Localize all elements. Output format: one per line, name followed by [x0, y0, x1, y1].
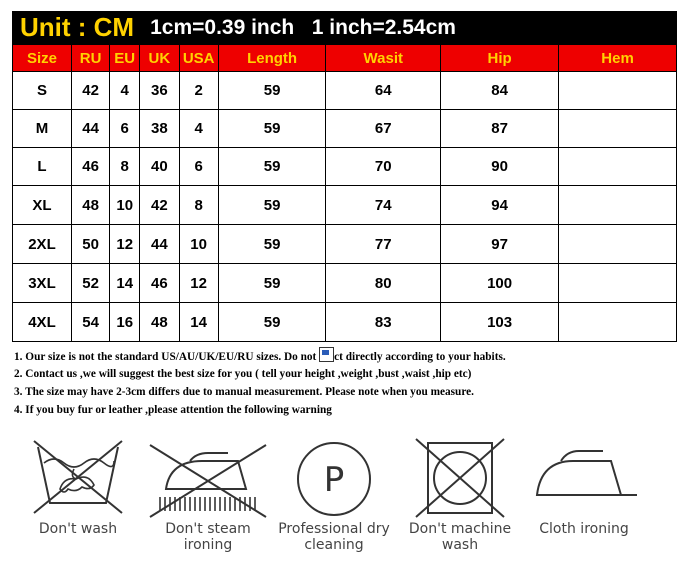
table-row [13, 110, 677, 148]
table-cell: 48 [140, 303, 179, 342]
size-chart-table [12, 44, 677, 342]
table-cell: 10 [179, 225, 218, 264]
care-item [404, 433, 516, 553]
table-cell: 90 [441, 148, 559, 186]
table-cell: 59 [218, 110, 326, 148]
table-cell [559, 110, 677, 148]
table-cell: 3XL [13, 264, 72, 303]
care-item [22, 433, 134, 537]
table-cell: L [13, 148, 72, 186]
table-cell: 59 [218, 303, 326, 342]
table-cell: 38 [140, 110, 179, 148]
column-header: Length [218, 45, 326, 72]
table-cell: 77 [326, 225, 441, 264]
column-header: Wasit [326, 45, 441, 72]
table-cell: 48 [71, 186, 109, 225]
care-label: Don't steam ironing [165, 521, 251, 553]
table-cell: 80 [326, 264, 441, 303]
table-cell [559, 264, 677, 303]
table-row [13, 303, 677, 342]
care-item [272, 433, 396, 553]
table-row [13, 148, 677, 186]
table-cell [559, 148, 677, 186]
column-header: EU [110, 45, 140, 72]
table-cell: 14 [110, 264, 140, 303]
note-1-text-end: ct directly according to your habits. [334, 351, 506, 363]
column-header: Hip [441, 45, 559, 72]
table-cell: 4 [179, 110, 218, 148]
header-banner [12, 11, 677, 44]
note-2: 2. Contact us ,we will suggest the best size for you ( tell your height ,weight ,bust ,waist ,hip etc) [14, 368, 472, 380]
table-cell: 44 [140, 225, 179, 264]
table-cell: 67 [326, 110, 441, 148]
table-cell: 12 [110, 225, 140, 264]
cloth-ironing-icon [529, 439, 639, 521]
column-header: UK [140, 45, 179, 72]
table-cell: 59 [218, 186, 326, 225]
care-item [526, 439, 642, 537]
table-cell: 46 [71, 148, 109, 186]
size-notes [14, 347, 674, 419]
table-cell: S [13, 72, 72, 110]
care-label: Professional dry cleaning [278, 521, 390, 553]
table-cell: 14 [179, 303, 218, 342]
table-cell: 54 [71, 303, 109, 342]
table-cell: 59 [218, 225, 326, 264]
table-cell: 2XL [13, 225, 72, 264]
table-cell [559, 225, 677, 264]
table-cell: 10 [110, 186, 140, 225]
professional-dry-cleaning-icon [294, 433, 374, 521]
table-row [13, 264, 677, 303]
table-cell [559, 186, 677, 225]
table-row [13, 72, 677, 110]
note-3: 3. The size may have 2-3cm differs due to manual measurement. Please note when you measure. [14, 386, 474, 398]
table-cell: 83 [326, 303, 441, 342]
table-cell: 50 [71, 225, 109, 264]
table-cell: 59 [218, 72, 326, 110]
care-label: Cloth ironing [539, 521, 629, 537]
table-cell: 100 [441, 264, 559, 303]
table-cell: 97 [441, 225, 559, 264]
table-cell: 94 [441, 186, 559, 225]
table-cell: 103 [441, 303, 559, 342]
no-steam-ironing-icon [146, 439, 270, 521]
table-cell: 42 [140, 186, 179, 225]
table-cell: 4 [110, 72, 140, 110]
no-wash-icon [28, 433, 128, 521]
care-item [146, 439, 270, 553]
table-cell: 46 [140, 264, 179, 303]
table-cell: 6 [110, 110, 140, 148]
table-cell: 12 [179, 264, 218, 303]
conversion-label: 1cm=0.39 inch 1 inch=2.54cm [150, 15, 456, 39]
table-cell: 64 [326, 72, 441, 110]
column-header: RU [71, 45, 109, 72]
column-header: USA [179, 45, 218, 72]
table-cell: 44 [71, 110, 109, 148]
table-cell: 8 [179, 186, 218, 225]
table-cell: 8 [110, 148, 140, 186]
note-1 [14, 347, 674, 365]
table-cell: 52 [71, 264, 109, 303]
note-1-text-start: 1. Our size is not the standard US/AU/UK/EU/RU sizes. Do not [14, 351, 320, 363]
table-cell [559, 72, 677, 110]
table-row [13, 186, 677, 225]
column-header: Hem [559, 45, 677, 72]
table-cell: 42 [71, 72, 109, 110]
table-cell: 40 [140, 148, 179, 186]
table-cell [559, 303, 677, 342]
image-placeholder-icon [319, 347, 334, 362]
table-cell: 6 [179, 148, 218, 186]
note-4: 4. If you buy fur or leather ,please attention the following warning [14, 404, 332, 416]
unit-label: Unit : CM [20, 12, 135, 42]
care-label: Don't machine wash [408, 521, 512, 553]
table-cell: 84 [441, 72, 559, 110]
dry-clean-symbol: P [323, 460, 345, 500]
care-label: Don't wash [38, 521, 118, 537]
no-machine-wash-icon [410, 433, 510, 521]
table-cell: 4XL [13, 303, 72, 342]
table-cell: 59 [218, 264, 326, 303]
table-cell: 87 [441, 110, 559, 148]
table-cell: XL [13, 186, 72, 225]
table-row [13, 225, 677, 264]
table-cell: 2 [179, 72, 218, 110]
table-cell: 70 [326, 148, 441, 186]
table-cell: 59 [218, 148, 326, 186]
table-header-row [13, 45, 677, 72]
care-instructions [0, 425, 685, 566]
table-cell: 16 [110, 303, 140, 342]
table-cell: M [13, 110, 72, 148]
table-cell: 36 [140, 72, 179, 110]
column-header: Size [13, 45, 72, 72]
table-cell: 74 [326, 186, 441, 225]
